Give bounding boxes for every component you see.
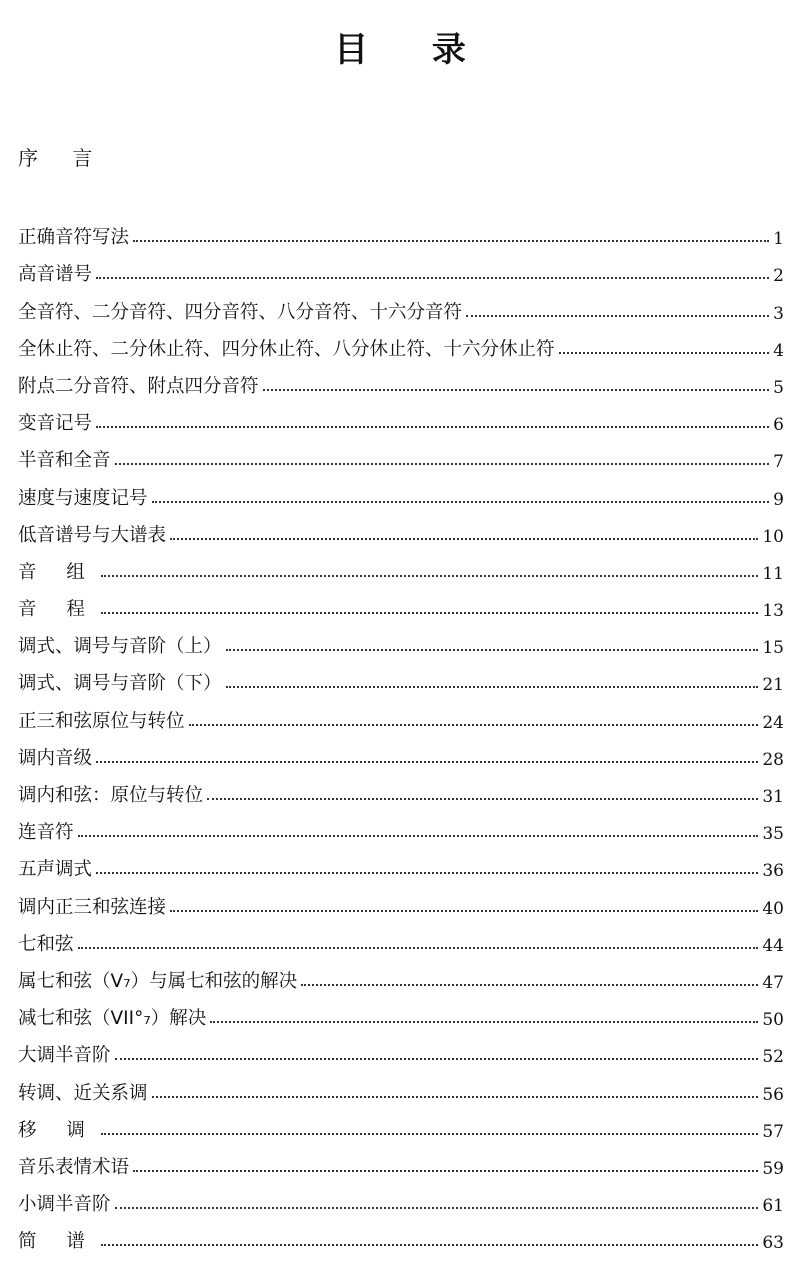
toc-entry-label: 音 程 bbox=[18, 599, 97, 621]
dot-leader bbox=[96, 277, 769, 279]
toc-entry-label: 小调半音阶 bbox=[18, 1194, 111, 1216]
toc-entry-label: 七和弦 bbox=[18, 933, 74, 955]
preface-heading: 序 言 bbox=[18, 146, 107, 170]
toc-entry[interactable] bbox=[18, 770, 784, 807]
dot-leader bbox=[301, 984, 758, 986]
toc-entry-page: 44 bbox=[762, 935, 784, 956]
toc-entry[interactable] bbox=[18, 249, 784, 286]
toc-entry-label: 移 调 bbox=[18, 1119, 97, 1141]
toc-entry-label: 附点二分音符、附点四分音符 bbox=[18, 375, 259, 397]
table-of-contents bbox=[18, 212, 784, 1253]
toc-entry-page: 2 bbox=[773, 266, 784, 287]
dot-leader bbox=[189, 724, 759, 726]
toc-entry-label: 半音和全音 bbox=[18, 450, 111, 472]
dot-leader bbox=[226, 686, 759, 688]
toc-entry-label: 速度与速度记号 bbox=[18, 487, 148, 509]
toc-entry-label: 调内正三和弦连接 bbox=[18, 896, 167, 918]
toc-entry[interactable] bbox=[18, 881, 784, 918]
toc-entry-page: 3 bbox=[773, 303, 784, 324]
dot-leader bbox=[101, 612, 758, 614]
toc-entry-label: 调内和弦：原位与转位 bbox=[18, 785, 204, 806]
dot-leader bbox=[101, 1133, 758, 1135]
toc-entry-page: 21 bbox=[762, 675, 784, 696]
toc-entry[interactable] bbox=[18, 510, 784, 547]
dot-leader bbox=[78, 947, 759, 949]
toc-entry-page: 35 bbox=[762, 824, 784, 845]
toc-entry[interactable] bbox=[18, 324, 784, 361]
toc-entry-page: 6 bbox=[773, 415, 784, 436]
dot-leader bbox=[170, 538, 758, 540]
dot-leader bbox=[170, 910, 758, 912]
dot-leader bbox=[152, 1096, 759, 1098]
dot-leader bbox=[226, 649, 759, 651]
toc-entry-label: 高音谱号 bbox=[18, 264, 93, 286]
toc-entry-page: 59 bbox=[762, 1158, 784, 1179]
toc-entry-label: 减七和弦（VII°₇）解决 bbox=[18, 1008, 207, 1030]
toc-entry[interactable] bbox=[18, 361, 784, 398]
dot-leader bbox=[263, 389, 770, 391]
toc-entry-page: 36 bbox=[762, 861, 784, 882]
toc-entry-page: 31 bbox=[762, 787, 784, 807]
dot-leader bbox=[210, 1021, 758, 1023]
toc-entry-label: 正确音符写法 bbox=[18, 227, 130, 249]
toc-entry-label: 大调半音阶 bbox=[18, 1045, 111, 1067]
toc-entry-page: 63 bbox=[762, 1233, 784, 1254]
toc-entry[interactable] bbox=[18, 919, 784, 956]
toc-entry[interactable] bbox=[18, 993, 784, 1030]
toc-entry-page: 24 bbox=[762, 712, 784, 733]
toc-entry-label: 属七和弦（V₇）与属七和弦的解决 bbox=[18, 970, 298, 992]
toc-entry[interactable] bbox=[18, 1105, 784, 1142]
toc-entry[interactable] bbox=[18, 844, 784, 881]
dot-leader bbox=[96, 872, 758, 874]
toc-entry-label: 全休止符、二分休止符、四分休止符、八分休止符、十六分休止符 bbox=[18, 338, 555, 360]
toc-entry[interactable] bbox=[18, 435, 784, 472]
toc-entry[interactable] bbox=[18, 212, 784, 249]
toc-entry-label: 调式、调号与音阶（下） bbox=[18, 673, 222, 695]
toc-entry[interactable] bbox=[18, 1030, 784, 1067]
toc-entry[interactable] bbox=[18, 733, 784, 770]
toc-entry[interactable] bbox=[18, 547, 784, 584]
toc-entry-page: 28 bbox=[762, 749, 784, 770]
toc-entry[interactable] bbox=[18, 1179, 784, 1216]
toc-entry[interactable] bbox=[18, 695, 784, 732]
toc-entry-page: 9 bbox=[773, 489, 784, 510]
dot-leader bbox=[96, 761, 758, 763]
toc-entry-page: 10 bbox=[762, 526, 784, 547]
toc-entry-label: 音 组 bbox=[18, 561, 97, 583]
toc-entry-label: 调式、调号与音阶（上） bbox=[18, 636, 222, 658]
toc-entry[interactable] bbox=[18, 956, 784, 993]
toc-entry[interactable] bbox=[18, 1067, 784, 1104]
dot-leader bbox=[78, 835, 759, 837]
toc-entry-page: 52 bbox=[762, 1047, 784, 1068]
dot-leader bbox=[133, 240, 769, 242]
toc-entry-page: 57 bbox=[762, 1121, 784, 1142]
toc-entry-page: 47 bbox=[762, 972, 784, 993]
toc-entry[interactable] bbox=[18, 286, 784, 323]
toc-entry-label: 变音记号 bbox=[18, 413, 93, 435]
toc-entry-label: 低音谱号与大谱表 bbox=[18, 524, 167, 546]
toc-entry-page: 15 bbox=[762, 638, 784, 659]
toc-entry[interactable] bbox=[18, 1142, 784, 1179]
toc-entry[interactable] bbox=[18, 621, 784, 658]
dot-leader bbox=[133, 1170, 758, 1172]
dot-leader bbox=[101, 575, 758, 577]
dot-leader bbox=[96, 426, 769, 428]
dot-leader bbox=[207, 798, 758, 800]
toc-entry-page: 1 bbox=[773, 229, 784, 250]
dot-leader bbox=[466, 315, 769, 317]
dot-leader bbox=[115, 1207, 759, 1209]
toc-entry[interactable] bbox=[18, 398, 784, 435]
toc-entry[interactable] bbox=[18, 1216, 784, 1253]
toc-entry[interactable] bbox=[18, 807, 784, 844]
toc-entry[interactable] bbox=[18, 658, 784, 695]
toc-entry-label: 音乐表情术语 bbox=[18, 1156, 130, 1178]
toc-entry-page: 56 bbox=[762, 1084, 784, 1105]
toc-entry-page: 40 bbox=[762, 898, 784, 919]
dot-leader bbox=[115, 463, 770, 465]
toc-entry-label: 简 谱 bbox=[18, 1231, 97, 1253]
toc-entry[interactable] bbox=[18, 472, 784, 509]
toc-entry-label: 连音符 bbox=[18, 822, 74, 844]
toc-entry-page: 50 bbox=[762, 1010, 784, 1031]
toc-entry-label: 五声调式 bbox=[18, 859, 93, 881]
toc-entry-page: 4 bbox=[773, 340, 784, 361]
toc-entry[interactable] bbox=[18, 584, 784, 621]
dot-leader bbox=[152, 501, 770, 503]
toc-entry-label: 正三和弦原位与转位 bbox=[18, 710, 185, 732]
toc-entry-page: 13 bbox=[762, 601, 784, 622]
page-title: 目 录 bbox=[334, 30, 492, 70]
toc-entry-page: 11 bbox=[762, 563, 784, 584]
toc-entry-page: 5 bbox=[773, 377, 784, 398]
toc-entry-label: 全音符、二分音符、四分音符、八分音符、十六分音符 bbox=[18, 301, 463, 323]
dot-leader bbox=[101, 1244, 758, 1246]
dot-leader bbox=[115, 1058, 759, 1060]
toc-entry-page: 61 bbox=[762, 1196, 784, 1217]
toc-entry-page: 7 bbox=[773, 452, 784, 473]
toc-entry-label: 转调、近关系调 bbox=[18, 1082, 148, 1104]
toc-entry-label: 调内音级 bbox=[18, 747, 93, 769]
dot-leader bbox=[559, 352, 770, 354]
